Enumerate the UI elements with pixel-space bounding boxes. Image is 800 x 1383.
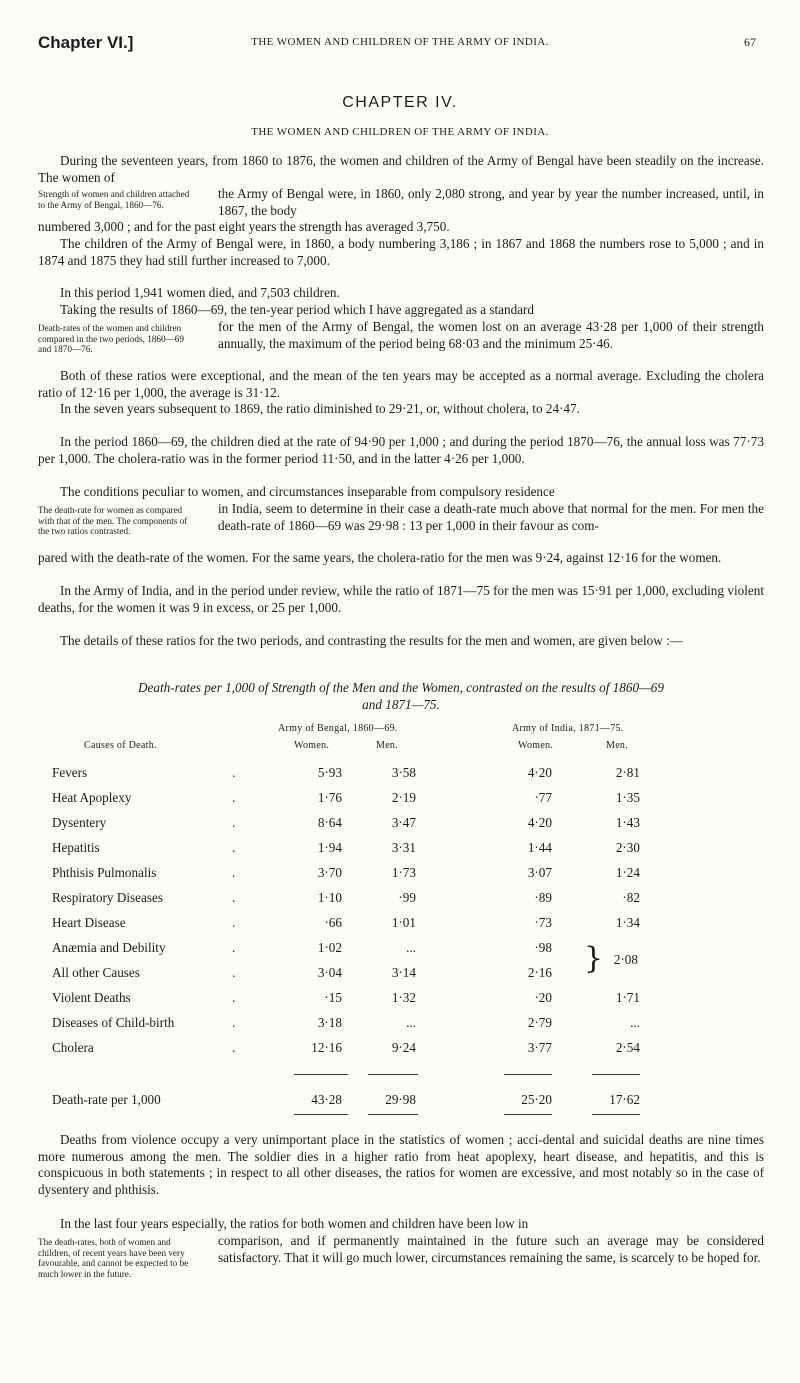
paragraph-4-lead: Taking the results of 1860—69, the ten-year period which I have aggregated as a standard — [60, 302, 535, 317]
chapter-title: CHAPTER IV. — [342, 94, 458, 111]
cell-bm: 3·14 — [391, 965, 416, 980]
cell-im: 1·24 — [615, 865, 640, 880]
cell-bm: 2·19 — [391, 790, 416, 805]
paragraph-4-wrap: for the men of the Army of Bengal, the women lost on an average 43·28 per 1,000 of their strength annually, the maximum of the period being 68·03 and the minimum 25·46. — [218, 319, 764, 351]
paragraph-2: The children of the Army of Bengal were, in 1860, a body numbering 3,186 ; in 1867 and 1868 the numbers rose to 5,000 ; and in 1874 and 1875 they had still further increased to 7,000. — [38, 236, 764, 268]
col-causes-header: Causes of Death. — [84, 740, 157, 751]
paragraph-11: Deaths from violence occupy a very unimportant place in the statistics of women ; acci-dental and suicidal deaths are nine times more numerous among the men. The soldier dies in a higher ratio from heat apoplexy, heart disease, and hepatitis, and this is conspicuous in both statements ; in respect to all other diseases, the ratios for women are excessive, and most notably so in the case of dysentery and phthisis. — [38, 1132, 764, 1197]
cell-bm: 3·58 — [391, 765, 416, 780]
row-cause-label: Violent Deaths — [52, 990, 131, 1005]
cell-iw: 4·20 — [527, 815, 552, 830]
row-cause-label: Respiratory Diseases — [52, 890, 163, 905]
paragraph-5: Both of these ratios were exceptional, and the mean of the ten years may be accepted as a normal average. Excluding the cholera ratio of 12·16 per 1,000, the average is 31·12. — [38, 368, 764, 400]
paragraph-6: In the seven years subsequent to 1869, the ratio diminished to 29·21, or, without cholera, to 24·47. — [60, 401, 580, 416]
cell-iw: 2·79 — [527, 1015, 552, 1030]
paragraph-10: The details of these ratios for the two periods, and contrasting the results for the men and women, are given below :— — [60, 633, 683, 648]
bracket-brace: } — [584, 941, 604, 976]
total-label: Death-rate per 1,000 — [52, 1092, 161, 1107]
cell-bm: ·99 — [398, 890, 416, 905]
leader-dots: . — [232, 940, 239, 955]
paragraph-12-lead: In the last four years especially, the ratios for both women and children have been low in — [60, 1216, 529, 1231]
row-cause-label: Phthisis Pulmonalis — [52, 865, 157, 880]
leader-dots: . — [232, 990, 239, 1005]
row-cause-label: Anæmia and Debility — [52, 940, 166, 955]
group-bengal-header: Army of Bengal, 1860—69. — [278, 723, 398, 734]
row-cause-label: Cholera — [52, 1040, 94, 1055]
paragraph-9: In the Army of India, and in the period under review, while the ratio of 1871—75 for the men was 15·91 per 1,000, excluding violent deaths, for the women it was 9 in excess, or 25 per 1,000. — [38, 583, 764, 615]
row-cause-label: Fevers — [52, 765, 88, 780]
leader-dots: . — [232, 790, 239, 805]
cell-bw: 5·93 — [317, 765, 342, 780]
chapter-subtitle: THE WOMEN AND CHILDREN OF THE ARMY OF INDIA. — [251, 126, 549, 138]
leader-dots: . — [232, 1040, 239, 1055]
cell-iw: 2·16 — [527, 965, 552, 980]
sidenote-women-vs-men: The death-rate for women as compared with that of the men. The components of the two ratios contrasted. — [38, 505, 188, 536]
cell-iw: ·77 — [534, 790, 552, 805]
sidenote-recent-rates: The death-rates, both of women and children, of recent years have been very favourable, and cannot be expected to be much lower in the future. — [38, 1237, 189, 1279]
chapter-label: Chapter VI.] — [38, 33, 134, 52]
cell-im: 1·35 — [615, 790, 640, 805]
cell-im: 1·71 — [615, 990, 640, 1005]
paragraph-1-wrap: the Army of Bengal were, in 1860, only 2,080 strong, and year by year the number increased, until, in 1867, the body — [218, 186, 764, 218]
cell-iw: ·20 — [534, 990, 552, 1005]
col-bengal-men-header: Men. — [376, 740, 399, 751]
cell-iw: ·73 — [534, 915, 552, 930]
paragraph-1-lead: During the seventeen years, from 1860 to 1876, the women and children of the Army of Bengal have been steadily on the increase. The women of — [38, 153, 764, 185]
sidenote-strength: Strength of women and children attached to the Army of Bengal, 1860—76. — [38, 189, 190, 210]
cell-bm: 1·73 — [391, 865, 416, 880]
cell-im: 2·54 — [615, 1040, 640, 1055]
paragraph-12-wrap: comparison, and if permanently maintained in the future such an average may be considered satisfactory. That it will go much lower, circumstances remaining the same, is scarcely to be hoped for. — [218, 1233, 764, 1265]
cell-iw: 3·77 — [527, 1040, 552, 1055]
paragraph-7: In the period 1860—69, the children died at the rate of 94·90 per 1,000 ; and during the period 1870—76, the annual loss was 77·73 per 1,000. The cholera-ratio was in the former period 11·50, and in the latter 4·26 per 1,000. — [38, 434, 764, 466]
page-header — [0, 33, 800, 59]
cell-bw: 1·02 — [317, 940, 342, 955]
group-india-header: Army of India, 1871—75. — [512, 723, 624, 734]
total-india-men: 17·62 — [609, 1092, 640, 1107]
leader-dots: . — [232, 840, 239, 855]
cell-bm: 1·32 — [391, 990, 416, 1005]
cell-bw: 3·18 — [317, 1015, 342, 1030]
cell-bw: ·15 — [324, 990, 342, 1005]
cell-bm: 9·24 — [391, 1040, 416, 1055]
leader-dots: . — [232, 815, 239, 830]
row-cause-label: Heart Disease — [52, 915, 126, 930]
cell-bw: 12·16 — [311, 1040, 342, 1055]
row-cause-label: Diseases of Child-birth — [52, 1015, 175, 1030]
table-title-line-2: and 1871—75. — [362, 697, 440, 712]
cell-bm: 3·31 — [391, 840, 416, 855]
cell-bw: 1·94 — [317, 840, 342, 855]
cell-bw: ·66 — [324, 915, 342, 930]
cell-bw: 1·10 — [317, 890, 342, 905]
cell-iw: ·89 — [534, 890, 552, 905]
cell-iw: 1·44 — [527, 840, 552, 855]
leader-dots: . — [232, 915, 239, 930]
bottom-rule-im — [592, 1114, 640, 1115]
total-rule-iw — [504, 1074, 552, 1075]
col-india-men-header: Men. — [606, 740, 629, 751]
cell-im: 2·30 — [615, 840, 640, 855]
leader-dots: . — [232, 965, 239, 980]
total-bengal-women: 43·28 — [311, 1092, 342, 1107]
cell-im: 2·81 — [615, 765, 640, 780]
sidenote-death-rates: Death-rates of the women and children compared in the two periods, 1860—69 and 1870—76. — [38, 323, 184, 354]
cell-bm: ... — [406, 1015, 416, 1030]
col-bengal-women-header: Women. — [294, 740, 330, 751]
total-rule-bw — [294, 1074, 348, 1075]
paragraph-8-wrap: in India, seem to determine in their case a death-rate much above that normal for the men. For men the death-rate of 1860—69 was 29·98 : 13 per 1,000 in their favour as com- — [218, 501, 764, 533]
paragraph-1-tail: numbered 3,000 ; and for the past eight years the strength has averaged 3,750. — [38, 219, 450, 234]
table-title-line-1: Death-rates per 1,000 of Strength of the Men and the Women, contrasted on the results of 1860—69 — [138, 680, 664, 695]
cell-bw: 3·04 — [317, 965, 342, 980]
bottom-rule-iw — [504, 1114, 552, 1115]
total-bengal-men: 29·98 — [385, 1092, 416, 1107]
cell-bw: 1·76 — [317, 790, 342, 805]
leader-dots: . — [232, 865, 239, 880]
cell-bm: 3·47 — [391, 815, 416, 830]
row-cause-label: Hepatitis — [52, 840, 100, 855]
row-cause-label: Dysentery — [52, 815, 107, 830]
cell-im: ·82 — [622, 890, 640, 905]
row-cause-label: All other Causes — [52, 965, 140, 980]
leader-dots: . — [232, 890, 239, 905]
cell-bm: ... — [406, 940, 416, 955]
table-title — [38, 679, 764, 713]
cell-bw: 3·70 — [317, 865, 342, 880]
cell-iw: 4·20 — [527, 765, 552, 780]
bottom-rule-bm — [368, 1114, 418, 1115]
total-rule-im — [592, 1074, 640, 1075]
cell-im: ... — [630, 1015, 640, 1030]
row-cause-label: Heat Apoplexy — [52, 790, 132, 805]
bracket-value: 2·08 — [613, 952, 638, 967]
paragraph-3: In this period 1,941 women died, and 7,503 children. — [60, 285, 340, 300]
bottom-rule-bw — [294, 1114, 348, 1115]
leader-dots: . — [232, 1015, 239, 1030]
cell-bm: 1·01 — [391, 915, 416, 930]
paragraph-8-tail: pared with the death-rate of the women. For the same years, the cholera-ratio for the men was 9·24, against 12·16 for the women. — [38, 550, 722, 565]
col-india-women-header: Women. — [518, 740, 554, 751]
leader-dots: . — [232, 765, 239, 780]
cell-im: 1·43 — [615, 815, 640, 830]
page-number: 67 — [744, 35, 756, 49]
running-title: THE WOMEN AND CHILDREN OF THE ARMY OF INDIA. — [251, 36, 549, 48]
cell-im: 1·34 — [615, 915, 640, 930]
total-india-women: 25·20 — [521, 1092, 552, 1107]
cell-iw: ·98 — [534, 940, 552, 955]
cell-iw: 3·07 — [527, 865, 552, 880]
total-rule-bm — [368, 1074, 418, 1075]
cell-bw: 8·64 — [317, 815, 342, 830]
paragraph-8-lead: The conditions peculiar to women, and circumstances inseparable from compulsory residence — [60, 484, 555, 499]
